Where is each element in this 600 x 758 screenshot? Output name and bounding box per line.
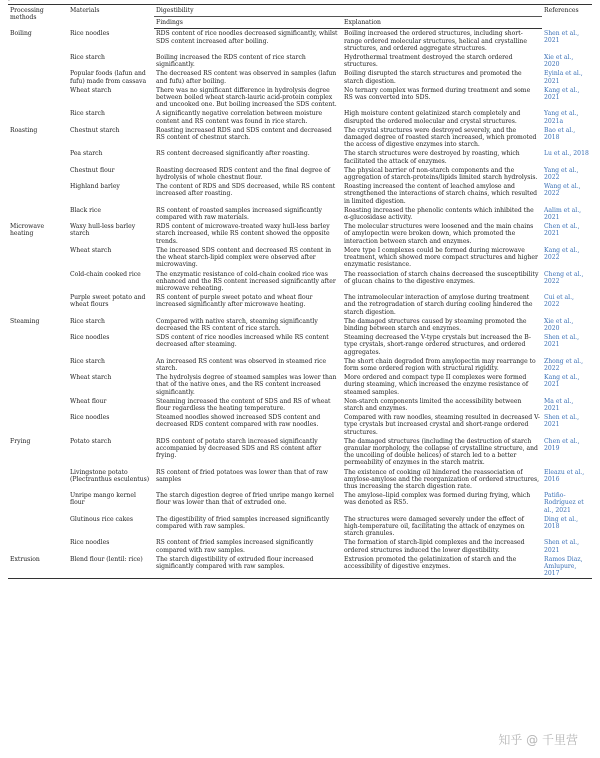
cell-reference[interactable]: Shen et al., 2021 (544, 414, 580, 429)
cell-material: Blend flour (lentil: rice) (68, 555, 154, 579)
table-row (8, 317, 592, 333)
cell-explanation: Roasting increased the phenolic contents which inhibited the α-glucosidase activity. (344, 206, 534, 222)
cell-explanation: The molecular structures were loosened and the main chains of amylopectin were broken down, which promoted the interaction between starch and enzymes. (344, 223, 534, 245)
cell-explanation: Compared with raw noodles, steaming resulted in decreased V-type crystals but increased crystal and short-range ordered structures. (344, 414, 540, 436)
col-header-processing: Processing methods (8, 5, 68, 29)
cell-reference[interactable]: Aalim et al., 2021 (544, 206, 582, 222)
cell-reference[interactable]: Shen et al., 2021 (544, 334, 580, 349)
cell-findings: RS content of fried potatoes was lower than that of raw samples (156, 468, 329, 483)
table-row (8, 126, 592, 150)
cell-reference[interactable]: Ding et al., 2018 (544, 515, 579, 530)
cell-findings: Steaming increased the content of SDS and RS of wheat flour regardless the heating temperature. (156, 397, 331, 412)
cell-reference[interactable]: Cheng et al., 2022 (544, 270, 584, 285)
cell-method (8, 109, 68, 125)
cell-findings: RS content of purple sweet potato and wheat flour increased significantly after microwave heating. (156, 294, 313, 309)
cell-method (8, 538, 68, 554)
cell-reference[interactable]: Xie et al., 2020 (544, 54, 574, 69)
cell-method (8, 373, 68, 397)
cell-reference[interactable]: Bao et al., 2018 (544, 126, 576, 142)
digestibility-table (8, 4, 592, 579)
col-header-references: References (542, 5, 592, 29)
cell-explanation: The physical barrier of non-starch components and the aggregation of starch-proteins/lipids limited starch hydrolysis. (344, 166, 538, 182)
cell-material: Waxy hull-less barley starch (70, 223, 136, 238)
watermark: 知乎 @ 千里营 (498, 733, 578, 747)
cell-reference[interactable]: Ramos Diaz, Amlupure, 2017 (542, 555, 592, 579)
cell-reference[interactable]: Lu et al., 2018 (544, 150, 589, 158)
cell-method (8, 53, 68, 69)
cell-material: Rice starch (70, 357, 105, 365)
cell-findings: RDS content of rice noodles decreased significantly, whilst SDS content increased after boiling. (156, 30, 338, 45)
cell-findings: The starch digestion degree of fried unripe mango kernel flour was lower than that of extruded one. (156, 492, 334, 507)
table-row (8, 413, 592, 437)
table-row (8, 555, 592, 579)
cell-explanation: Extrusion promoted the gelatinization of starch and the accessibility of digestive enzymes. (342, 555, 542, 579)
cell-explanation: Steaming decreased the V-type crystals but increased the B-type crystals, short-range ordered structures, and ordered aggregates. (344, 334, 531, 356)
table-row (8, 293, 592, 317)
cell-findings: SDS content of rice noodles increased while RS content decreased after steaming. (156, 334, 329, 349)
table-row (8, 397, 592, 413)
cell-explanation: The existence of cooking oil hindered the reassociation of amylose-amylose and the reorganization of ordered structures, thus increasing the starch digestion rate. (344, 468, 540, 490)
cell-findings: Roasting decreased RDS content and the final degree of hydrolysis of whole chestnut flour. (156, 166, 330, 182)
cell-material: Rice noodles (70, 334, 110, 342)
cell-material: Rice noodles (70, 414, 110, 422)
cell-explanation: The starch structures were destroyed by roasting, which facilitated the attack of enzymes. (344, 150, 520, 165)
cell-findings: RDS content of microwave-treated waxy hull-less barley starch increased, while RS content showed the opposite trends. (156, 223, 330, 245)
cell-reference[interactable]: Yang et al., 2021a (544, 110, 579, 125)
col-header-digestibility: Digestibility (154, 5, 542, 17)
cell-material: Glutinous rice cakes (70, 515, 134, 523)
cell-method: Roasting (10, 126, 38, 134)
cell-material: Rice starch (70, 54, 105, 62)
table-row (8, 270, 592, 294)
cell-reference[interactable]: Kang et al., 2021 (544, 374, 580, 389)
cell-findings: RS content of roasted samples increased significantly compared with raw materials. (156, 206, 322, 222)
cell-method (8, 293, 68, 317)
table-row (8, 246, 592, 270)
cell-method: Steaming (10, 317, 40, 325)
cell-reference[interactable]: Xie et al., 2020 (544, 317, 574, 332)
cell-method (8, 86, 68, 110)
cell-material: Wheat flour (70, 397, 107, 405)
cell-reference[interactable]: Shen et al., 2021 (544, 29, 580, 45)
cell-explanation: Non-starch components limited the accessibility between starch and enzymes. (344, 397, 522, 412)
cell-method (8, 149, 68, 165)
cell-reference[interactable]: Cui et al., 2022 (544, 294, 574, 309)
cell-material: Unripe mango kernel flour (70, 492, 136, 507)
cell-findings: The digestibility of fried samples increased significantly compared with raw samples. (156, 515, 330, 530)
cell-reference[interactable]: Kang et al., 2021 (544, 86, 580, 102)
table-row (8, 182, 592, 206)
cell-explanation: The damaged structures caused by steaming promoted the binding between starch and enzymes. (344, 317, 527, 332)
cell-reference[interactable]: Patiño-Rodríguez et al., 2021 (544, 492, 584, 514)
cell-findings: There was no significant difference in hydrolysis degree between boiled wheat starch-lauric acid-protein complex and uncooked one. But boiling increased the SDS content. (156, 86, 337, 109)
cell-explanation: The amylose–lipid complex was formed during frying, which was denoted as RS5. (344, 492, 531, 507)
cell-findings: Roasting increased RDS and SDS content and decreased RS content of chestnut starch. (156, 126, 332, 142)
cell-explanation: The formation of starch-lipid complexes and the increased ordered structures induced the lower digestibility. (344, 539, 525, 554)
table-row (8, 109, 592, 125)
cell-method (8, 468, 68, 492)
cell-material: Black rice (70, 206, 101, 214)
table-row (8, 166, 592, 182)
cell-method: Boiling (10, 29, 32, 37)
cell-findings: The increased SDS content and decreased RS content in the wheat starch-lipid complex were observed after microwaving. (156, 246, 332, 269)
cell-method (8, 182, 68, 206)
table-row (8, 538, 592, 554)
cell-method (8, 333, 68, 357)
cell-reference[interactable]: Shen et al., 2021 (544, 539, 580, 554)
cell-reference[interactable]: Kang et al., 2022 (544, 246, 580, 262)
cell-method (8, 246, 68, 270)
cell-explanation: No ternary complex was formed during treatment and some RS was converted into SDS. (344, 86, 531, 102)
cell-material: Pea starch (70, 150, 103, 158)
cell-method (8, 69, 68, 85)
cell-material: Rice starch (70, 110, 105, 118)
cell-explanation: The intramolecular interaction of amylose during treatment and the retrogradation of starch during cooling hindered the starch digestion. (344, 294, 533, 316)
cell-material: Livingstone potato (Plectranthus esculentus) (70, 468, 150, 483)
cell-method: Frying (10, 437, 31, 445)
cell-explanation: More type I complexes could be formed during microwave treatment, which showed more compact structures and higher enzymatic resistance. (344, 246, 538, 269)
cell-findings: The starch digestibility of extruded flour increased significantly compared with raw samples. (154, 555, 342, 579)
table-row (8, 69, 592, 85)
cell-explanation: The reassociation of starch chains decreased the susceptibility of glucan chains to the digestive enzymes. (344, 270, 539, 285)
cell-explanation: The crystal structures were destroyed severely, and the damaged degree of roasted starch increased, which promoted the access of digestive enzymes into starch. (344, 126, 537, 149)
table-row (8, 222, 592, 246)
cell-material: Wheat starch (70, 246, 112, 254)
cell-method (8, 491, 68, 515)
table-row (8, 86, 592, 110)
cell-method: Microwave heating (10, 223, 45, 238)
table-row (8, 29, 592, 53)
cell-findings: Boiling increased the RDS content of rice starch significantly. (156, 54, 306, 69)
col-header-findings: Findings (154, 17, 342, 29)
table-row (8, 53, 592, 69)
cell-explanation: Boiling increased the ordered structures, including short-range ordered molecular structures, helical and crystalline structures, and ordered aggregate structures. (344, 30, 527, 52)
cell-findings: Steamed noodles showed increased SDS content and decreased RDS content compared with raw noodles. (156, 414, 321, 429)
cell-reference[interactable]: Zhong et al., 2022 (544, 357, 584, 372)
cell-findings: The content of RDS and SDS decreased, while RS content increased after roasting. (156, 183, 336, 198)
cell-reference[interactable]: Yang et al., 2022 (544, 166, 579, 182)
col-header-materials: Materials (68, 5, 154, 29)
cell-explanation: Hydrothermal treatment destroyed the starch ordered structures. (344, 54, 513, 69)
cell-explanation: High moisture content gelatinized starch completely and disrupted the ordered molecular and crystal structures. (344, 110, 521, 125)
cell-findings: The decreased RS content was observed in samples (lafun and fufu) after boiling. (156, 70, 337, 85)
table-row (8, 515, 592, 539)
cell-explanation: The short chain degraded from amylopectin may rearrange to form some ordered region with structural rigidity. (344, 357, 536, 372)
table-row (8, 468, 592, 492)
col-header-explanation: Explanation (342, 17, 542, 29)
table-row (8, 206, 592, 222)
cell-material: Popular foods (lafun and fufu) made from cassava (70, 70, 147, 85)
table-row (8, 149, 592, 165)
cell-method (8, 413, 68, 437)
cell-method (8, 397, 68, 413)
cell-findings: RS content decreased significantly after roasting. (156, 150, 310, 158)
cell-method (8, 206, 68, 222)
cell-explanation: Boiling disrupted the starch structures and promoted the starch digestion. (344, 70, 522, 85)
cell-method (8, 270, 68, 294)
cell-findings: The hydrolysis degree of steamed samples was lower than that of the native ones, and the RS content increased significantly. (156, 374, 337, 396)
cell-material: Chestnut flour (70, 166, 115, 174)
cell-method (8, 515, 68, 539)
cell-method (8, 166, 68, 182)
cell-findings: An increased RS content was observed in steamed rice starch. (156, 357, 327, 372)
cell-explanation: The structures were damaged severely under the effect of high-temperature oil, facilitating the attack of enzymes on starch granules. (344, 515, 525, 538)
cell-reference[interactable]: Chen et al., 2021 (544, 223, 580, 238)
cell-material: Rice noodles (70, 539, 110, 547)
table-row (8, 491, 592, 515)
cell-material: Rice starch (70, 317, 105, 325)
cell-findings: RS content of fried samples increased significantly compared with raw samples. (156, 539, 314, 554)
cell-material: Chestnut starch (70, 126, 120, 134)
cell-material: Purple sweet potato and wheat flours (70, 294, 146, 309)
cell-explanation: Roasting increased the content of leached amylose and strengthened the interactions of starch chains, which resulted in limited digestion. (344, 183, 538, 205)
cell-material: Cold-chain cooked rice (70, 270, 141, 278)
cell-material: Rice noodles (70, 29, 110, 37)
cell-findings: Compared with native starch, steaming significantly decreased the RS content of rice starch. (156, 317, 318, 332)
cell-explanation: More ordered and compact type II complexes were formed during steaming, which increased the enzyme resistance of steamed samples. (344, 374, 529, 396)
cell-reference[interactable]: Chen et al., 2019 (544, 437, 580, 452)
cell-reference[interactable]: Eyinla et al., 2021 (544, 70, 583, 85)
table-row (8, 357, 592, 373)
cell-findings: RDS content of potato starch increased significantly accompanied by decreased SDS and RS content after frying. (156, 437, 322, 460)
cell-explanation: The damaged structures (including the destruction of starch granular morphology, the collapse of crystalline structure, and the uncoiling of double helices) of starch led to a better permeability of enzymes in the starch matrix. (344, 437, 538, 467)
cell-reference[interactable]: Eleazu et al., 2016 (544, 468, 585, 483)
cell-findings: The enzymatic resistance of cold-chain cooked rice was enhanced and the RS content increased significantly after microwave reheating. (156, 270, 336, 292)
cell-findings: A significantly negative correlation between moisture content and RS content was found in rice starch. (156, 110, 323, 125)
cell-reference[interactable]: Wang et al., 2022 (544, 183, 581, 198)
table-row (8, 437, 592, 468)
table-row (8, 333, 592, 357)
cell-material: Wheat starch (70, 374, 112, 382)
cell-material: Highland barley (70, 183, 120, 191)
cell-material: Wheat starch (70, 86, 112, 94)
cell-reference[interactable]: Ma et al., 2021 (544, 397, 574, 412)
cell-material: Potato starch (70, 437, 112, 445)
cell-method: Extrusion (8, 555, 68, 579)
cell-method (8, 357, 68, 373)
table-row (8, 373, 592, 397)
